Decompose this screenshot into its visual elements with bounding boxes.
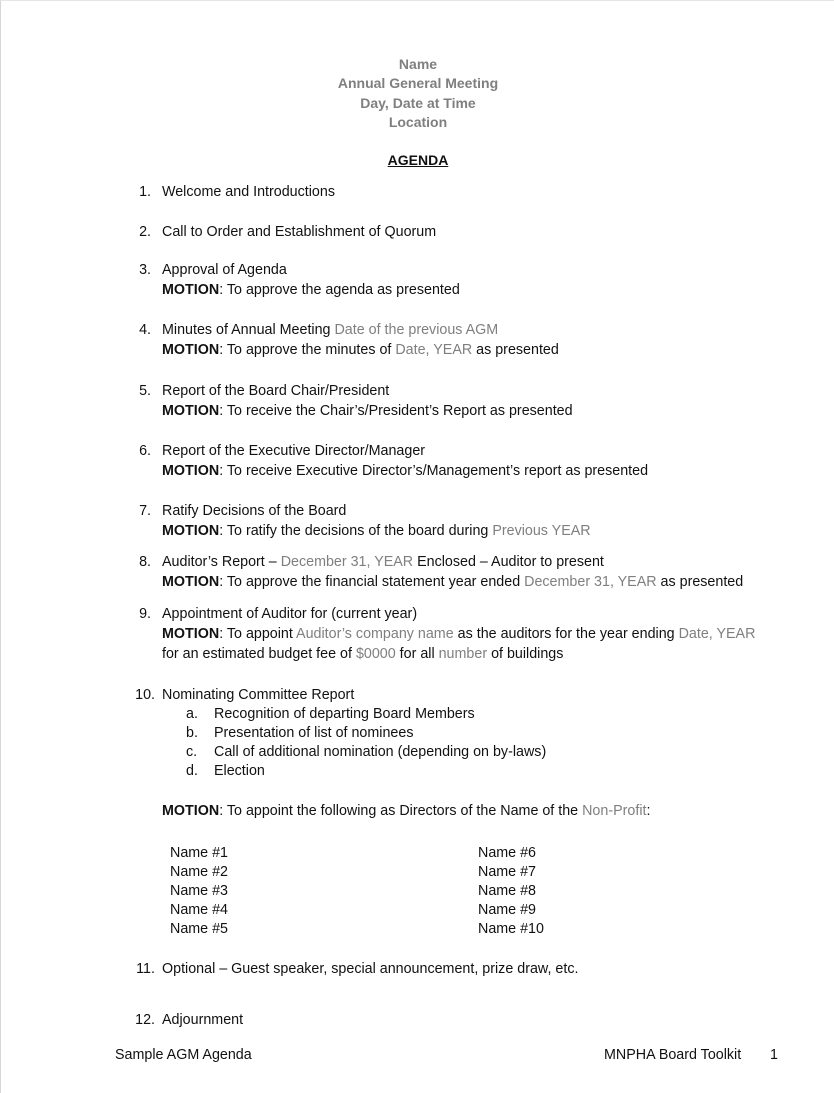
item-number: 8. bbox=[139, 554, 151, 570]
placeholder-text: number bbox=[438, 646, 488, 662]
placeholder-text: Auditor’s company name bbox=[296, 626, 454, 642]
meeting-header bbox=[1, 55, 834, 132]
item-text: Appointment of Auditor for (current year) bbox=[162, 606, 418, 622]
nominee-name: Name #4 bbox=[170, 902, 229, 918]
sub-item: a. Recognition of departing Board Members bbox=[186, 706, 475, 722]
item-number: 5. bbox=[139, 383, 151, 399]
nominees-right-column bbox=[478, 844, 544, 939]
sub-item: d. Election bbox=[186, 763, 265, 779]
item-text: Auditor’s Report – December 31, YEAR Enclosed – Auditor to present bbox=[162, 554, 604, 570]
placeholder-text: December 31, YEAR bbox=[280, 554, 414, 570]
placeholder-text: Previous YEAR bbox=[492, 523, 591, 539]
item-number: 11. bbox=[136, 961, 155, 977]
item-text: Approval of Agenda bbox=[162, 262, 287, 278]
sub-item: c. Call of additional nomination (depending on by-laws) bbox=[186, 744, 547, 760]
item-text: Report of the Board Chair/President bbox=[162, 383, 390, 399]
page-number: 1 bbox=[770, 1047, 778, 1063]
nominees-left-column bbox=[170, 844, 228, 939]
item-text: Nominating Committee Report bbox=[162, 687, 355, 703]
item-text: Minutes of Annual Meeting Date of the previous AGM bbox=[162, 322, 499, 338]
item-motion: MOTION: To ratify the decisions of the board during Previous YEAR bbox=[162, 523, 591, 539]
item-motion: MOTION: To approve the financial statement year ended December 31, YEAR as presented bbox=[162, 574, 744, 590]
item-number: 4. bbox=[139, 322, 151, 338]
placeholder-text: Non-Profit bbox=[582, 803, 647, 819]
nominee-name: Name #8 bbox=[478, 883, 537, 899]
nominee-name: Name #1 bbox=[170, 845, 229, 861]
placeholder-text: Date, YEAR bbox=[678, 626, 756, 642]
nominee-name: Name #6 bbox=[478, 845, 537, 861]
item-text: Ratify Decisions of the Board bbox=[162, 503, 347, 519]
org-name: Name bbox=[398, 56, 438, 72]
item-motion: MOTION: To approve the minutes of Date, YEAR as presented bbox=[162, 342, 559, 358]
nominee-name: Name #3 bbox=[170, 883, 229, 899]
item-motion: MOTION: To appoint the following as Directors of the Name of the Non-Profit: bbox=[162, 803, 651, 819]
item-text: Optional – Guest speaker, special announcement, prize draw, etc. bbox=[162, 961, 579, 977]
placeholder-text: $0000 bbox=[355, 646, 396, 662]
footer-left: Sample AGM Agenda bbox=[115, 1047, 252, 1063]
item-text: Adjournment bbox=[162, 1012, 244, 1028]
nominee-name: Name #2 bbox=[170, 864, 229, 880]
nominee-name: Name #10 bbox=[478, 921, 544, 937]
meeting-title: Annual General Meeting bbox=[337, 75, 499, 92]
item-number: 9. bbox=[139, 606, 151, 622]
meeting-datetime: Day, Date at Time bbox=[360, 94, 476, 111]
item-number: 7. bbox=[139, 503, 151, 519]
meeting-location: Location bbox=[388, 113, 448, 130]
nominee-name: Name #5 bbox=[170, 921, 229, 937]
placeholder-text: Date of the previous AGM bbox=[334, 322, 499, 338]
item-motion: MOTION: To receive the Chair’s/President’s Report as presented bbox=[162, 403, 573, 419]
placeholder-text: Date, YEAR bbox=[395, 342, 473, 358]
item-number: 12. bbox=[135, 1012, 155, 1028]
item-number: 2. bbox=[139, 224, 151, 240]
agenda-title: AGENDA bbox=[387, 152, 449, 168]
item-number: 1. bbox=[139, 184, 151, 200]
placeholder-text: December 31, YEAR bbox=[524, 574, 657, 590]
nominee-name: Name #7 bbox=[478, 864, 537, 880]
item-text: Call to Order and Establishment of Quorum bbox=[162, 224, 437, 240]
item-number: 6. bbox=[139, 443, 151, 459]
item-motion: MOTION: To appoint Auditor’s company name as the auditors for the year ending Date, YEAR bbox=[162, 626, 756, 642]
item-motion: MOTION: To approve the agenda as presented bbox=[162, 282, 460, 298]
item-number: 10. bbox=[135, 687, 155, 703]
item-number: 3. bbox=[139, 262, 151, 278]
sub-item: b. Presentation of list of nominees bbox=[186, 725, 414, 741]
nominee-name: Name #9 bbox=[478, 902, 537, 918]
item-text: Report of the Executive Director/Manager bbox=[162, 443, 426, 459]
sub-items-list bbox=[186, 705, 546, 781]
footer-right: MNPHA Board Toolkit bbox=[604, 1047, 742, 1063]
item-motion: MOTION: To receive Executive Director’s/Management’s report as presented bbox=[162, 463, 649, 479]
item-motion-continued: for an estimated budget fee of $0000 for all number of buildings bbox=[162, 646, 564, 662]
item-text: Welcome and Introductions bbox=[162, 184, 335, 200]
